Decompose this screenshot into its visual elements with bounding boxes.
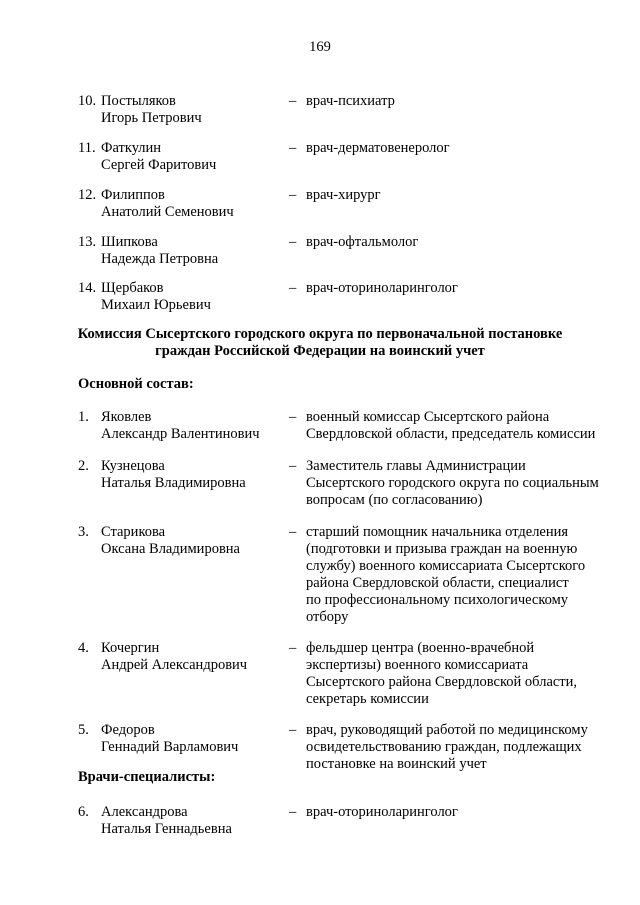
person-role: [306, 804, 616, 821]
role-line: старший помощник начальника отделения: [306, 524, 569, 540]
dash: –: [289, 280, 297, 296]
item-number: 12.: [78, 187, 97, 203]
dash: –: [289, 93, 297, 109]
item-number: 5.: [78, 722, 89, 738]
person-name: [101, 409, 260, 443]
dash: –: [289, 524, 297, 540]
person-name: [101, 722, 238, 756]
role-line: врач-хирург: [306, 187, 381, 203]
person-role: [306, 140, 616, 157]
person-name: [101, 187, 234, 221]
person-surname: Постыляков: [101, 93, 176, 109]
item-number: 14.: [78, 280, 97, 296]
item-number: 1.: [78, 409, 89, 425]
dash: –: [289, 187, 297, 203]
commission-title-line: Комиссия Сысертского городского округа по первоначальной постановке: [77, 326, 563, 342]
role-line: Сысертского района Свердловской области,: [306, 674, 578, 690]
role-line: военный комиссар Сысертского района: [306, 409, 550, 425]
person-surname: Александрова: [101, 804, 188, 820]
dash: –: [289, 234, 297, 250]
person-given-name: Оксана Владимировна: [101, 541, 240, 557]
person-given-name: Наталья Владимировна: [101, 475, 246, 491]
person-surname: Шипкова: [101, 234, 158, 250]
item-number: 10.: [78, 93, 97, 109]
page-number: 169: [309, 39, 331, 55]
person-given-name: Геннадий Варламович: [101, 739, 239, 755]
person-given-name: Михаил Юрьевич: [101, 297, 211, 313]
person-given-name: Андрей Александрович: [101, 657, 248, 673]
person-given-name: Анатолий Семенович: [101, 204, 234, 220]
item-number: 6.: [78, 804, 89, 820]
person-role: [306, 458, 616, 509]
role-line: района Свердловской области, специалист: [306, 575, 569, 591]
role-line: службу) военного комиссариата Сысертского: [306, 558, 586, 574]
role-line: вопросам (по согласованию): [306, 492, 483, 508]
person-name: [101, 280, 211, 314]
person-name: [101, 140, 216, 174]
item-number: 11.: [78, 140, 96, 156]
dash: –: [289, 804, 297, 820]
person-name: [101, 93, 202, 127]
person-surname: Федоров: [101, 722, 155, 738]
person-surname: Старикова: [101, 524, 166, 540]
role-line: врач-оториноларинголог: [306, 804, 458, 820]
person-given-name: Сергей Фаритович: [101, 157, 217, 173]
person-given-name: Наталья Геннадьевна: [101, 821, 232, 837]
item-number: 13.: [78, 234, 97, 250]
commission-title-line: граждан Российской Федерации на воинский учет: [155, 343, 485, 359]
item-number: 3.: [78, 524, 89, 540]
person-surname: Кочергин: [101, 640, 160, 656]
role-line: врач-офтальмолог: [306, 234, 419, 250]
person-role: [306, 280, 616, 297]
person-name: [101, 524, 240, 558]
dash: –: [289, 409, 297, 425]
role-line: постановке на воинский учет: [306, 756, 487, 772]
dash: –: [289, 722, 297, 738]
role-line: (подготовки и призыва граждан на военную: [306, 541, 578, 557]
role-line: освидетельствованию граждан, подлежащих: [306, 739, 582, 755]
person-role: [306, 640, 616, 708]
dash: –: [289, 140, 297, 156]
list-item: [0, 409, 640, 449]
person-role: [306, 93, 616, 110]
person-name: [101, 804, 232, 838]
dash: –: [289, 458, 297, 474]
role-line: врач, руководящий работой по медицинскому: [306, 722, 588, 738]
specialists-heading: Врачи-специалисты:: [78, 769, 216, 785]
role-line: секретарь комиссии: [306, 691, 429, 707]
role-line: врач-дерматовенеролог: [306, 140, 450, 156]
role-line: врач-оториноларинголог: [306, 280, 458, 296]
list-item: [0, 804, 640, 844]
person-name: [101, 640, 247, 674]
role-line: Заместитель главы Администрации: [306, 458, 526, 474]
person-surname: Кузнецова: [101, 458, 165, 474]
role-line: по профессиональному психологическому: [306, 592, 569, 608]
role-line: Свердловской области, председатель комиссии: [306, 426, 596, 442]
role-line: отбору: [306, 609, 349, 625]
role-line: фельдшер центра (военно-врачебной: [306, 640, 535, 656]
person-given-name: Александр Валентинович: [101, 426, 260, 442]
person-given-name: Надежда Петровна: [101, 251, 219, 267]
item-number: 4.: [78, 640, 89, 656]
person-surname: Фаткулин: [101, 140, 162, 156]
person-name: [101, 234, 218, 268]
item-number: 2.: [78, 458, 89, 474]
role-line: врач-психиатр: [306, 93, 395, 109]
person-name: [101, 458, 246, 492]
list-item: [0, 458, 640, 513]
person-surname: Щербаков: [101, 280, 164, 296]
person-role: [306, 187, 616, 204]
role-line: Сысертского городского округа по социальным: [306, 475, 599, 491]
person-role: [306, 409, 616, 443]
commission-title: [0, 326, 640, 360]
dash: –: [289, 640, 297, 656]
person-role: [306, 722, 616, 773]
person-role: [306, 524, 616, 626]
person-surname: Яковлев: [101, 409, 152, 425]
list-item: [0, 524, 640, 629]
person-role: [306, 234, 616, 251]
person-surname: Филиппов: [101, 187, 165, 203]
main-staff-heading: Основной состав:: [78, 376, 194, 392]
list-item: [0, 640, 640, 712]
person-given-name: Игорь Петрович: [101, 110, 202, 126]
role-line: экспертизы) военного комиссариата: [306, 657, 529, 673]
